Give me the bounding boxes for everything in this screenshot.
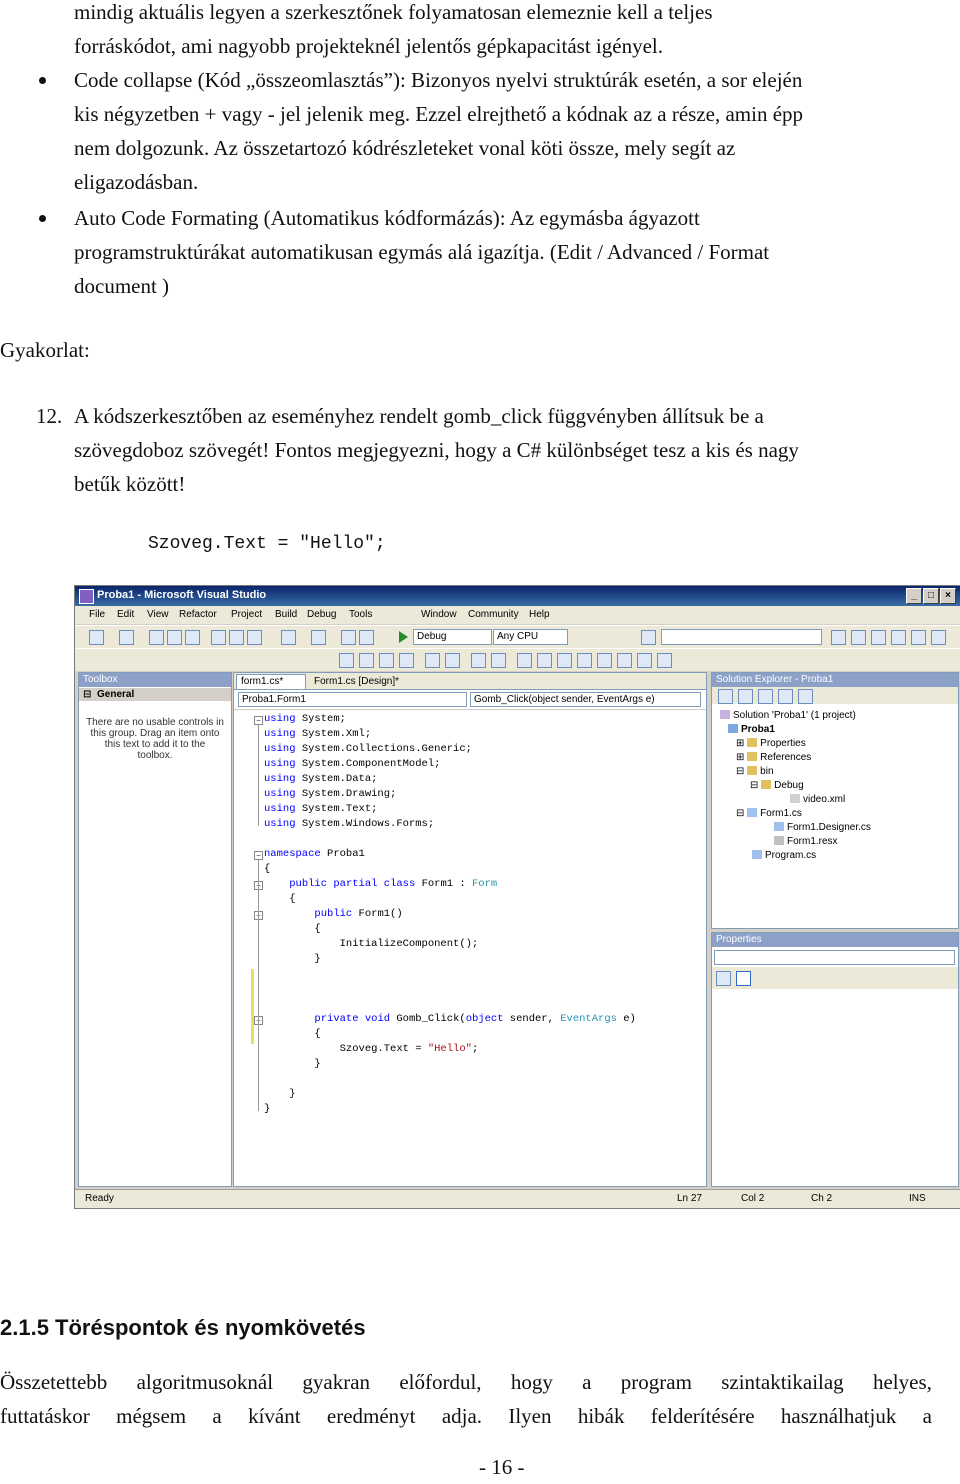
tab-form1-cs[interactable]: form1.cs* [236,674,306,689]
tree-label: Form1.cs [760,808,802,819]
tree-video-xml[interactable] [790,794,845,805]
toolbox-group-label: General [97,689,135,700]
menu-refactor[interactable]: Refactor [179,609,217,620]
text-editor-icon[interactable] [339,653,354,668]
tree-label: Form1.Designer.cs [787,822,871,833]
code-line: { [264,863,271,875]
section-word: mégsem [116,1404,187,1428]
code-line: Szoveg.Text = "Hello"; [264,1043,479,1055]
word-complete-icon[interactable] [399,653,414,668]
platform-combo[interactable]: Any CPU [493,629,568,645]
exercise-heading: Gyakorlat: [0,338,90,362]
toolbox-msg-line: toolbox. [137,750,173,761]
navigate-forward-icon[interactable] [359,630,374,645]
tree-references[interactable]: ⊞ References [736,752,812,763]
exercise-line-2: szövegdoboz szövegét! Fontos megjegyezni, hogy a C# különbséget tesz a kis és nagy [74,438,799,462]
toolbox-group[interactable] [79,688,231,701]
copy-icon[interactable] [229,630,244,645]
view-designer-icon[interactable] [798,689,813,704]
menu-window[interactable]: Window [421,609,457,620]
comment-icon[interactable] [471,653,486,668]
tree-label: Solution 'Proba1' (1 project) [733,710,856,721]
editor-tabs [234,673,706,690]
bullet2-line-3: document ) [74,274,170,298]
folder-icon [747,752,757,761]
section-word: algoritmusoknál [136,1370,274,1394]
tree-label: Proba1 [741,724,775,735]
close-icon[interactable]: × [940,588,956,604]
code-line: { [264,1028,321,1040]
folder-icon [747,738,757,747]
section-word: előfordul, [399,1370,482,1394]
collapse-icon[interactable]: − [254,881,263,890]
standard-toolbar [75,625,960,648]
undo-icon[interactable] [281,630,296,645]
section-word: Összetettebb [0,1370,108,1394]
visual-studio-screenshot [74,585,960,1209]
code-line: using System.Data; [264,773,378,785]
bookmark-icon[interactable] [517,653,532,668]
start-debug-icon[interactable] [399,631,408,643]
indent-icon[interactable] [425,653,440,668]
changed-lines-marker [251,969,254,1044]
section-word: program [620,1370,692,1394]
folder-icon [747,766,757,775]
code-line: public Form1() [314,908,403,920]
menu-community[interactable]: Community [468,609,519,620]
form-icon [747,808,757,817]
properties-icon[interactable] [718,689,733,704]
toolbox-msg-line: this group. Drag an item onto [90,728,220,739]
tree-solution[interactable] [720,710,856,721]
resx-file-icon [774,836,784,845]
minimize-icon[interactable]: _ [906,588,922,604]
vs-menu-bar [75,606,960,624]
prev-bookmark-folder-icon[interactable] [577,653,592,668]
solution-toolbar [712,687,958,704]
code-line: using System.ComponentModel; [264,758,441,770]
tools-icon[interactable] [931,630,946,645]
menu-file[interactable]: File [89,609,106,620]
menu-build[interactable]: Build [275,609,298,620]
uncomment-icon[interactable] [491,653,506,668]
clear-bookmarks-icon[interactable] [657,653,672,668]
properties-panel [711,932,959,1187]
section-line-2 [0,1399,932,1433]
tree-bin[interactable]: ⊟ bin [736,766,774,777]
section-word: futtatáskor [0,1404,90,1428]
quick-info-icon[interactable] [359,653,374,668]
next-bookmark-icon[interactable] [557,653,572,668]
bullet1-line-1: Code collapse (Kód „összeomlasztás”): Bizonyos nyelvi struktúrák esetén, a sor elején [74,68,803,92]
add-item-icon[interactable] [119,630,134,645]
cs-file-icon [774,822,784,831]
collapse-icon[interactable]: − [254,716,263,725]
find-combo[interactable] [661,629,822,645]
vs-status-bar [75,1189,960,1209]
tree-label: References [760,752,812,763]
config-combo[interactable]: Debug [413,629,492,645]
intro-line-1: mindig aktuális legyen a szerkesztőnek folyamatosan elemeznie kell a teljes [74,0,713,24]
toolbox-icon[interactable] [891,630,906,645]
csharp-project-icon [728,724,738,733]
status-ready: Ready [85,1193,114,1204]
bullet2-line-2: programstruktúrákat automatikusan egymás alá igazítja. (Edit / Advanced / Format [74,240,770,264]
refresh-icon[interactable] [758,689,773,704]
save-icon[interactable] [167,630,182,645]
object-browser-icon[interactable] [871,630,886,645]
exercise-line-3: betűk között! [74,472,186,496]
code-line: using System.Xml; [264,728,372,740]
solution-icon [720,710,730,719]
section-word: hibák [577,1404,625,1428]
parameter-info-icon[interactable] [379,653,394,668]
collapse-icon[interactable]: − [254,911,263,920]
toolbox-header: Toolbox [79,673,231,687]
status-char: Ch 2 [811,1193,833,1204]
status-insert-mode: INS [909,1193,926,1204]
menu-edit[interactable]: Edit [117,609,135,620]
toolbox-msg-line: There are no usable controls in [86,717,224,728]
tree-form1-cs[interactable]: ⊟ Form1.cs [736,808,802,819]
properties-toolbar [712,967,958,989]
bullet1-line-2: kis négyzetben + vagy - jel jelenik meg. Ezzel elrejthető a kódnak az a része, amin épp [74,102,804,126]
code-line: using System.Collections.Generic; [264,743,472,755]
tab-form1-design[interactable]: Form1.cs [Design]* [314,676,400,687]
tree-label: video.xml [803,794,846,805]
section-word: a [212,1404,222,1428]
section-word: Ilyen [508,1404,552,1428]
start-page-icon[interactable] [911,630,926,645]
xml-file-icon [790,794,800,803]
section-word: szintaktikailag [721,1370,844,1394]
vs-app-icon [79,589,94,604]
new-project-icon[interactable] [89,630,104,645]
tree-label: Debug [774,780,804,791]
prev-bookmark-icon[interactable] [537,653,552,668]
tree-label: bin [760,766,774,777]
save-all-icon[interactable] [185,630,200,645]
view-code-icon[interactable] [778,689,793,704]
code-line: public partial class Form1 : Form [289,878,498,890]
divider [234,709,706,710]
tree-label: Properties [760,738,806,749]
next-bookmark-folder-icon[interactable] [597,653,612,668]
section-word: használhatjuk [780,1404,897,1428]
code-snippet: Szoveg.Text = "Hello"; [148,534,386,554]
code-line: } [264,1088,296,1100]
section-word: eredményt [326,1404,416,1428]
outline-line [258,725,259,826]
code-line: { [264,923,321,935]
outline-line [258,920,259,961]
menu-view[interactable]: View [147,609,169,620]
properties-window-icon[interactable] [851,630,866,645]
bullet1-line-4: eligazodásban. [74,170,199,194]
exercise-line-1: A kódszerkesztőben az eseményhez rendelt gomb_click függvényben állítsuk be a [74,404,764,428]
section-word: adja. [441,1404,483,1428]
tree-program-cs[interactable] [752,850,816,861]
solution-explorer [711,672,959,929]
vs-title-bar [75,586,960,606]
show-all-files-icon[interactable] [738,689,753,704]
tree-properties[interactable]: ⊞ Properties [736,738,806,749]
properties-header: Properties [712,933,958,947]
menu-debug[interactable]: Debug [307,609,337,620]
section-word: gyakran [302,1370,371,1394]
code-line: } [264,1103,271,1115]
next-bookmark-doc-icon[interactable] [637,653,652,668]
page-number: - 16 - [479,1455,525,1479]
bullet-icon [39,215,46,222]
tree-label: Program.cs [765,850,817,861]
outline-line [258,1025,259,1066]
section-word: a [922,1404,932,1428]
folder-icon [761,780,771,789]
redo-icon[interactable] [311,630,326,645]
tree-form1-resx[interactable] [774,836,838,847]
menu-help[interactable]: Help [529,609,550,620]
section-word: helyes, [872,1370,932,1394]
section-word: felderítésére [650,1404,755,1428]
code-line: private void Gomb_Click(object sender, EventArgs e) [314,1013,636,1025]
outdent-icon[interactable] [445,653,460,668]
paste-icon[interactable] [247,630,262,645]
categorized-icon[interactable] [716,971,731,986]
class-combo[interactable]: Proba1.Form1 [238,692,467,707]
navigate-back-icon[interactable] [341,630,356,645]
code-line: { [264,893,296,905]
code-line: using System.Text; [264,803,378,815]
member-combo[interactable]: Gomb_Click(object sender, EventArgs e) [470,692,701,707]
collapse-icon[interactable]: − [254,1016,263,1025]
section-title: 2.1.5 Töréspontok és nyomkövetés [0,1315,366,1340]
bullet1-line-3: nem dolgozunk. Az összetartozó kódrészleteket vonal köti össze, mely segít az [74,136,736,160]
tree-label: Form1.resx [787,836,838,847]
vs-window-title: Proba1 - Microsoft Visual Studio [97,589,267,601]
toolbox-msg-line: this text to add it to the [104,739,206,750]
tree-project[interactable] [728,724,775,735]
toolbox-panel [78,672,232,1187]
section-word: hogy [510,1370,553,1394]
text-editor-toolbar [75,648,960,671]
code-line: } [264,1058,321,1070]
menu-project[interactable]: Project [231,609,263,620]
code-editor[interactable] [233,672,707,1187]
solution-explorer-icon[interactable] [831,630,846,645]
tree-form1-designer[interactable] [774,822,871,833]
status-column: Col 2 [741,1193,765,1204]
exercise-number: 12. [36,404,63,428]
section-line-1 [0,1365,932,1399]
intro-line-2: forráskódot, ami nagyobb projekteknél jelentős gépkapacitást igényel. [74,34,663,58]
bullet2-line-1: Auto Code Formating (Automatikus kódformázás): Az egymásba ágyazott [74,206,700,230]
open-icon[interactable] [149,630,164,645]
properties-object-combo[interactable] [714,950,955,965]
code-line: using System.Drawing; [264,788,397,800]
collapse-icon: ⊟ [83,689,92,700]
toolbox-empty-message [79,717,231,761]
solution-explorer-header: Solution Explorer - Proba1 [712,673,958,687]
menu-tools[interactable]: Tools [349,609,373,620]
tree-debug[interactable]: ⊟ Debug [750,780,804,791]
cut-icon[interactable] [211,630,226,645]
alphabetical-icon[interactable] [736,971,751,986]
status-line: Ln 27 [677,1193,703,1204]
prev-bookmark-doc-icon[interactable] [617,653,632,668]
bullet-icon [39,77,46,84]
section-word: a [582,1370,592,1394]
section-word: kívánt [248,1404,301,1428]
cs-file-icon [752,850,762,859]
code-line: using System.Windows.Forms; [264,818,435,830]
find-icon[interactable] [641,630,656,645]
maximize-icon[interactable]: □ [923,588,939,604]
code-line: InitializeComponent(); [264,938,479,950]
collapse-icon[interactable]: − [254,851,263,860]
code-line: } [264,953,321,965]
code-line: namespace Proba1 [264,848,365,860]
code-line: using System; [264,713,346,725]
